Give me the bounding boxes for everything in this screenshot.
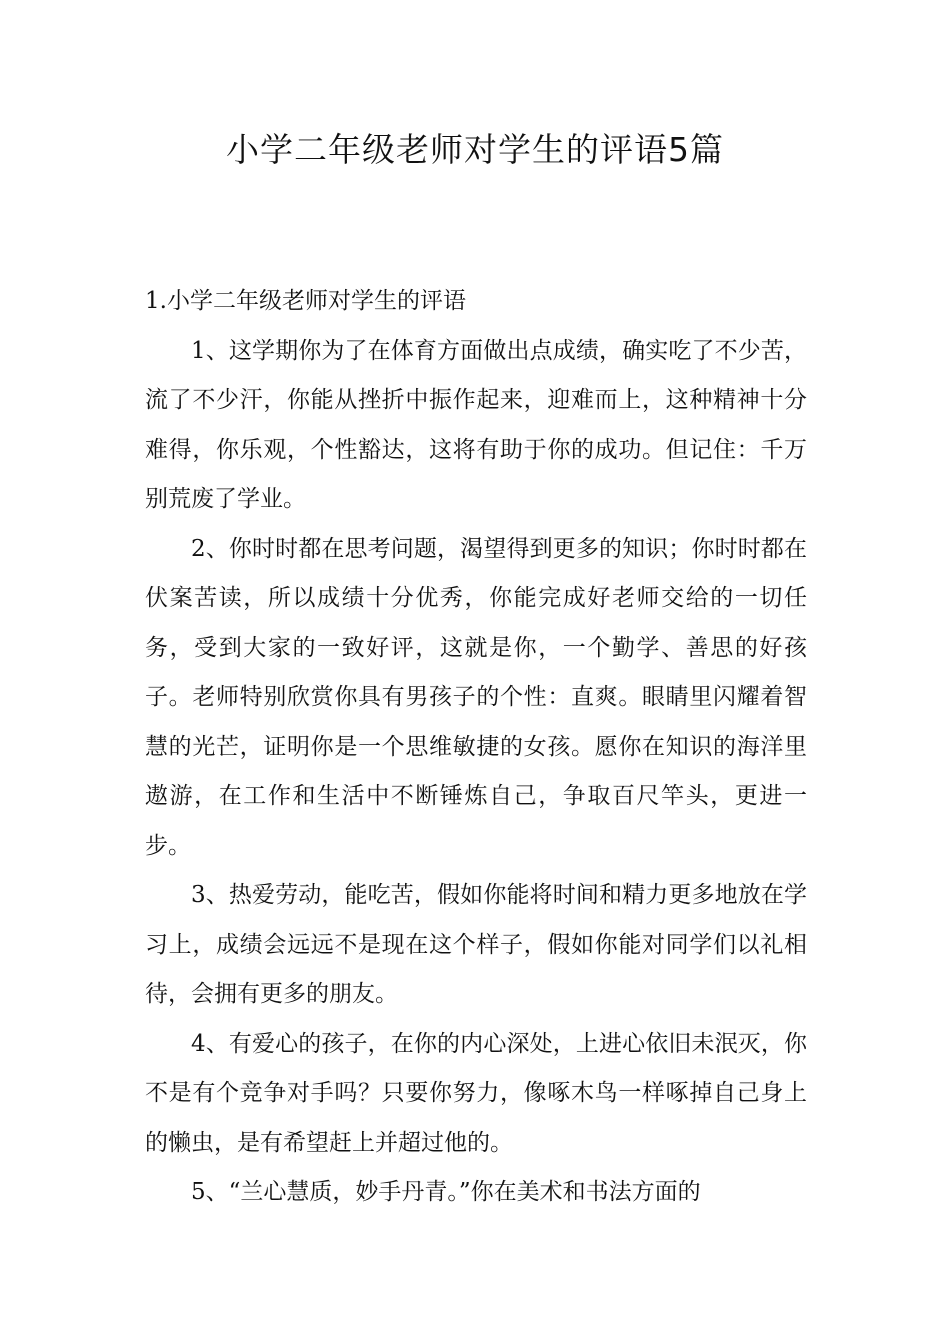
document-title: 小学二年级老师对学生的评语5篇 (226, 130, 724, 169)
section-heading: 1.小学二年级老师对学生的评语 (145, 288, 466, 314)
paragraph-2: 2、你时时都在思考问题，渴望得到更多的知识；你时时都在伏案苦读，所以成绩十分优秀，你能完成好老师交给的一切任务，受到大家的一致好评，这就是你，一个勤学、善思的好孩子。老师特别欣赏你具有男孩子的个性：直爽。眼睛里闪耀着智慧的光芒，证明你是一个思维敏捷的女孩。愿你在知识的海洋里遨游，在工作和生活中不断锤炼自己，争取百尺竿头，更进一步。 (145, 535, 807, 859)
paragraph-5: 5、“兰心慧质，妙手丹青。”你在美术和书法方面的 (191, 1179, 701, 1205)
paragraph-1: 1、这学期你为了在体育方面做出点成绩，确实吃了不少苦，流了不少汗，你能从挫折中振作起来，迎难而上，这种精神十分难得，你乐观，个性豁达，这将有助于你的成功。但记住：千万别荒废了学业。 (145, 337, 807, 512)
paragraph-3: 3、热爱劳动，能吃苦，假如你能将时间和精力更多地放在学习上，成绩会远远不是现在这个样子，假如你能对同学们以礼相待，会拥有更多的朋友。 (145, 882, 807, 1007)
document-body (145, 277, 807, 1218)
paragraph-4: 4、有爱心的孩子，在你的内心深处，上进心依旧未泯灭，你不是有个竞争对手吗？只要你努力，像啄木鸟一样啄掉自己身上的懒虫，是有希望赶上并超过他的。 (145, 1030, 807, 1156)
